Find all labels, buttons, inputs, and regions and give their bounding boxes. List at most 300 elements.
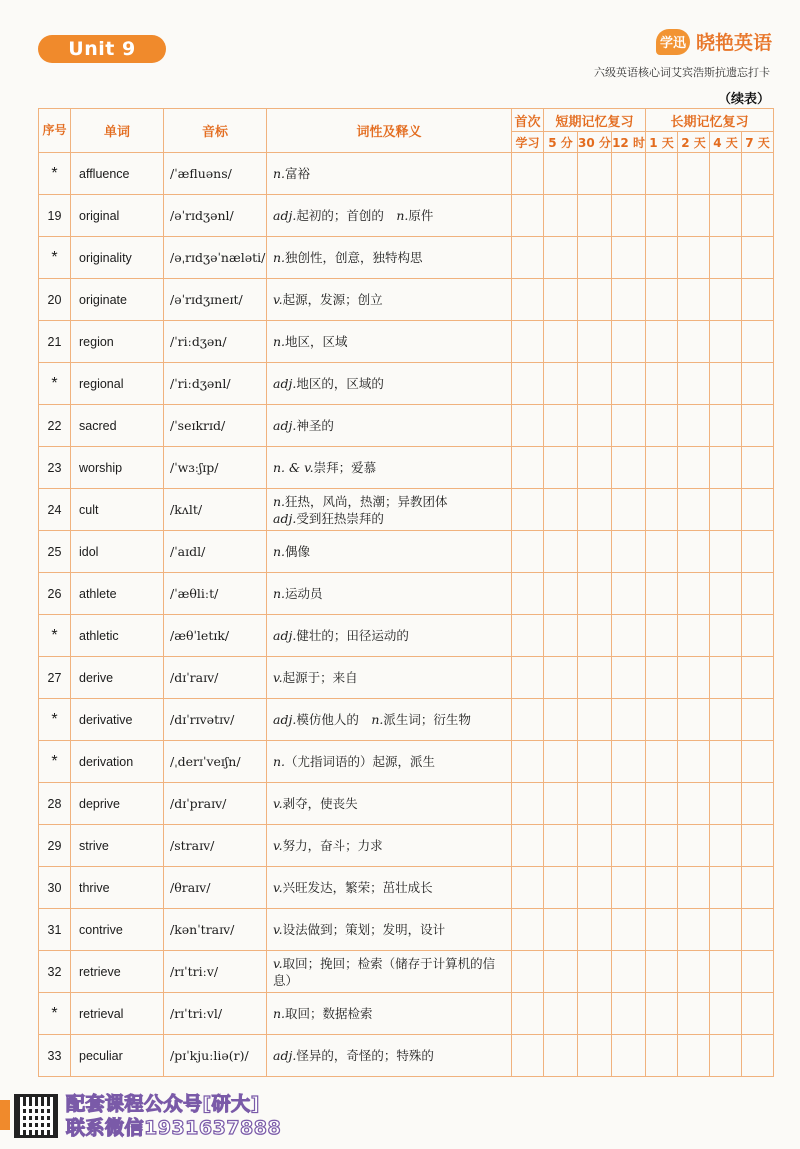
part-of-speech: n. (273, 166, 286, 181)
table-row (39, 825, 774, 867)
review-checkbox-cell[interactable] (710, 867, 742, 909)
review-checkbox-cell[interactable] (678, 867, 710, 909)
review-checkbox-cell[interactable] (678, 741, 710, 783)
review-checkbox-cell[interactable] (544, 657, 578, 699)
row-definition (267, 825, 512, 867)
row-number: 19 (39, 195, 71, 237)
review-checkbox-cell[interactable] (742, 1035, 774, 1077)
review-checkbox-cell[interactable] (710, 153, 742, 195)
row-definition (267, 489, 512, 531)
review-checkbox-cell[interactable] (512, 405, 544, 447)
row-word: derivation (71, 741, 164, 783)
row-phonetic: /rɪˈtriːv/ (164, 951, 267, 993)
table-row (39, 153, 774, 195)
review-checkbox-cell[interactable] (742, 237, 774, 279)
part-of-speech: v. (273, 670, 283, 685)
review-checkbox-cell[interactable] (742, 531, 774, 573)
review-checkbox-cell[interactable] (678, 237, 710, 279)
review-checkbox-cell[interactable] (512, 1035, 544, 1077)
review-checkbox-cell[interactable] (612, 783, 646, 825)
review-checkbox-cell[interactable] (612, 909, 646, 951)
review-checkbox-cell[interactable] (678, 993, 710, 1035)
col-header-seq: 序号 (39, 109, 71, 153)
row-word: deprive (71, 783, 164, 825)
review-checkbox-cell[interactable] (710, 783, 742, 825)
review-checkbox-cell[interactable] (710, 195, 742, 237)
review-checkbox-cell[interactable] (612, 1035, 646, 1077)
part-of-speech: n. (273, 586, 286, 601)
row-word: retrieval (71, 993, 164, 1035)
review-checkbox-cell[interactable] (578, 531, 612, 573)
meaning-text: 偶像 (285, 544, 311, 559)
review-checkbox-cell[interactable] (646, 993, 678, 1035)
review-checkbox-cell[interactable] (678, 951, 710, 993)
review-checkbox-cell[interactable] (646, 573, 678, 615)
review-checkbox-cell[interactable] (578, 951, 612, 993)
review-checkbox-cell[interactable] (710, 657, 742, 699)
table-row (39, 951, 774, 993)
review-checkbox-cell[interactable] (742, 909, 774, 951)
review-checkbox-cell[interactable] (710, 615, 742, 657)
table-row (39, 573, 774, 615)
review-checkbox-cell[interactable] (646, 531, 678, 573)
review-checkbox-cell[interactable] (710, 993, 742, 1035)
review-checkbox-cell[interactable] (512, 783, 544, 825)
review-checkbox-cell[interactable] (678, 447, 710, 489)
review-checkbox-cell[interactable] (578, 489, 612, 531)
row-definition (267, 951, 512, 993)
row-phonetic: /ˈæθliːt/ (164, 573, 267, 615)
review-checkbox-cell[interactable] (612, 489, 646, 531)
review-checkbox-cell[interactable] (612, 657, 646, 699)
review-checkbox-cell[interactable] (742, 615, 774, 657)
row-word: strive (71, 825, 164, 867)
review-checkbox-cell[interactable] (742, 993, 774, 1035)
review-checkbox-cell[interactable] (578, 447, 612, 489)
review-checkbox-cell[interactable] (678, 531, 710, 573)
table-row (39, 279, 774, 321)
review-checkbox-cell[interactable] (646, 237, 678, 279)
meaning-text: 派生词；衍生物 (383, 712, 471, 727)
review-checkbox-cell[interactable] (678, 363, 710, 405)
review-checkbox-cell[interactable] (544, 1035, 578, 1077)
review-checkbox-cell[interactable] (678, 489, 710, 531)
review-checkbox-cell[interactable] (646, 489, 678, 531)
col-header-5min: 5 分 (544, 132, 578, 153)
row-definition (267, 573, 512, 615)
review-checkbox-cell[interactable] (742, 783, 774, 825)
review-checkbox-cell[interactable] (512, 531, 544, 573)
review-checkbox-cell[interactable] (512, 489, 544, 531)
row-phonetic: /straɪv/ (164, 825, 267, 867)
review-checkbox-cell[interactable] (512, 321, 544, 363)
row-number: * (39, 237, 71, 279)
row-definition (267, 1035, 512, 1077)
meaning-text: 起源于；来自 (282, 670, 358, 685)
review-checkbox-cell[interactable] (544, 531, 578, 573)
review-checkbox-cell[interactable] (710, 951, 742, 993)
review-checkbox-cell[interactable] (742, 153, 774, 195)
review-checkbox-cell[interactable] (646, 153, 678, 195)
meaning-text: 独创性，创意，独特构思 (285, 250, 423, 265)
review-checkbox-cell[interactable] (742, 489, 774, 531)
review-checkbox-cell[interactable] (646, 951, 678, 993)
row-phonetic: /kənˈtraɪv/ (164, 909, 267, 951)
review-checkbox-cell[interactable] (612, 279, 646, 321)
review-checkbox-cell[interactable] (578, 825, 612, 867)
review-checkbox-cell[interactable] (512, 279, 544, 321)
review-checkbox-cell[interactable] (678, 573, 710, 615)
review-checkbox-cell[interactable] (612, 447, 646, 489)
row-phonetic: /dɪˈrɪvətɪv/ (164, 699, 267, 741)
row-number: 27 (39, 657, 71, 699)
table-row (39, 909, 774, 951)
review-checkbox-cell[interactable] (578, 573, 612, 615)
review-checkbox-cell[interactable] (544, 447, 578, 489)
continued-label: （续表） (717, 92, 770, 107)
review-checkbox-cell[interactable] (612, 195, 646, 237)
review-checkbox-cell[interactable] (612, 699, 646, 741)
col-header-first-study-top: 首次 (512, 109, 544, 132)
review-checkbox-cell[interactable] (646, 447, 678, 489)
review-checkbox-cell[interactable] (612, 615, 646, 657)
table-row (39, 615, 774, 657)
row-word: retrieve (71, 951, 164, 993)
row-word: originate (71, 279, 164, 321)
part-of-speech: v. (273, 880, 283, 895)
row-phonetic: /dɪˈraɪv/ (164, 657, 267, 699)
meaning-text: 模仿他人的 (296, 712, 372, 727)
row-phonetic: /ˈaɪdl/ (164, 531, 267, 573)
review-checkbox-cell[interactable] (612, 741, 646, 783)
review-checkbox-cell[interactable] (710, 237, 742, 279)
review-checkbox-cell[interactable] (646, 405, 678, 447)
review-checkbox-cell[interactable] (646, 279, 678, 321)
col-header-4day: 4 天 (710, 132, 742, 153)
table-row (39, 237, 774, 279)
review-checkbox-cell[interactable] (612, 321, 646, 363)
review-checkbox-cell[interactable] (678, 195, 710, 237)
row-definition (267, 153, 512, 195)
review-checkbox-cell[interactable] (742, 951, 774, 993)
row-definition (267, 615, 512, 657)
row-phonetic: /æθˈletɪk/ (164, 615, 267, 657)
review-checkbox-cell[interactable] (678, 153, 710, 195)
row-phonetic: /ˈæfluəns/ (164, 153, 267, 195)
row-phonetic: /rɪˈtriːvl/ (164, 993, 267, 1035)
review-checkbox-cell[interactable] (742, 573, 774, 615)
row-definition (267, 741, 512, 783)
review-checkbox-cell[interactable] (742, 195, 774, 237)
review-checkbox-cell[interactable] (544, 237, 578, 279)
review-checkbox-cell[interactable] (512, 825, 544, 867)
review-checkbox-cell[interactable] (742, 657, 774, 699)
review-checkbox-cell[interactable] (678, 657, 710, 699)
review-checkbox-cell[interactable] (710, 363, 742, 405)
review-checkbox-cell[interactable] (544, 363, 578, 405)
review-checkbox-cell[interactable] (646, 867, 678, 909)
row-definition (267, 531, 512, 573)
review-checkbox-cell[interactable] (678, 909, 710, 951)
meaning-text: 健壮的；田径运动的 (296, 628, 409, 643)
review-checkbox-cell[interactable] (512, 741, 544, 783)
review-checkbox-cell[interactable] (544, 573, 578, 615)
col-header-word: 单词 (71, 109, 164, 153)
row-word: athlete (71, 573, 164, 615)
review-checkbox-cell[interactable] (578, 657, 612, 699)
review-checkbox-cell[interactable] (646, 699, 678, 741)
review-checkbox-cell[interactable] (742, 363, 774, 405)
row-word: cult (71, 489, 164, 531)
review-checkbox-cell[interactable] (742, 405, 774, 447)
row-word: contrive (71, 909, 164, 951)
part-of-speech: adj. (273, 208, 297, 223)
col-header-definition: 词性及释义 (267, 109, 512, 153)
review-checkbox-cell[interactable] (612, 153, 646, 195)
review-checkbox-cell[interactable] (612, 531, 646, 573)
review-checkbox-cell[interactable] (678, 405, 710, 447)
review-checkbox-cell[interactable] (678, 615, 710, 657)
review-checkbox-cell[interactable] (742, 741, 774, 783)
review-checkbox-cell[interactable] (544, 153, 578, 195)
part-of-speech: adj. (273, 376, 297, 391)
meaning-text: 剥夺，使丧失 (282, 796, 358, 811)
review-checkbox-cell[interactable] (578, 1035, 612, 1077)
review-checkbox-cell[interactable] (678, 825, 710, 867)
meaning-text: 起源，发源；创立 (282, 292, 383, 307)
review-checkbox-cell[interactable] (544, 615, 578, 657)
table-row (39, 867, 774, 909)
review-checkbox-cell[interactable] (646, 825, 678, 867)
review-checkbox-cell[interactable] (578, 237, 612, 279)
review-checkbox-cell[interactable] (512, 699, 544, 741)
review-checkbox-cell[interactable] (646, 657, 678, 699)
review-checkbox-cell[interactable] (710, 699, 742, 741)
row-phonetic: /ˈriːdʒən/ (164, 321, 267, 363)
qr-code-icon[interactable] (14, 1094, 58, 1138)
review-checkbox-cell[interactable] (710, 909, 742, 951)
review-checkbox-cell[interactable] (544, 783, 578, 825)
footer-promo (14, 1091, 281, 1141)
review-checkbox-cell[interactable] (710, 489, 742, 531)
review-checkbox-cell[interactable] (678, 1035, 710, 1077)
row-phonetic: /ˈriːdʒənl/ (164, 363, 267, 405)
part-of-speech: n. & v. (273, 460, 314, 475)
part-of-speech: adj. (273, 418, 297, 433)
row-definition (267, 783, 512, 825)
meaning-text: 地区的，区域的 (296, 376, 384, 391)
review-checkbox-cell[interactable] (612, 237, 646, 279)
part-of-speech: n. (371, 712, 384, 727)
review-checkbox-cell[interactable] (612, 993, 646, 1035)
row-number: 24 (39, 489, 71, 531)
review-checkbox-cell[interactable] (544, 321, 578, 363)
row-word: idol (71, 531, 164, 573)
review-checkbox-cell[interactable] (544, 825, 578, 867)
review-checkbox-cell[interactable] (612, 405, 646, 447)
review-checkbox-cell[interactable] (544, 909, 578, 951)
row-number: 28 (39, 783, 71, 825)
brand-name: 晓艳英语 (695, 32, 772, 54)
review-checkbox-cell[interactable] (646, 909, 678, 951)
review-checkbox-cell[interactable] (678, 321, 710, 363)
row-number: 23 (39, 447, 71, 489)
review-checkbox-cell[interactable] (512, 447, 544, 489)
col-header-30min: 30 分 (578, 132, 612, 153)
review-checkbox-cell[interactable] (544, 489, 578, 531)
row-phonetic: /θraɪv/ (164, 867, 267, 909)
row-number: 20 (39, 279, 71, 321)
review-checkbox-cell[interactable] (578, 279, 612, 321)
col-header-long-term: 长期记忆复习 (646, 109, 774, 132)
review-checkbox-cell[interactable] (512, 153, 544, 195)
review-checkbox-cell[interactable] (710, 405, 742, 447)
review-checkbox-cell[interactable] (710, 825, 742, 867)
review-checkbox-cell[interactable] (512, 573, 544, 615)
review-checkbox-cell[interactable] (678, 783, 710, 825)
row-phonetic: /ˌderɪˈveɪʃn/ (164, 741, 267, 783)
review-checkbox-cell[interactable] (742, 321, 774, 363)
row-word: peculiar (71, 1035, 164, 1077)
meaning-text: 取回；挽回；检索（储存于计算机的信息） (273, 955, 496, 988)
row-number: * (39, 363, 71, 405)
review-checkbox-cell[interactable] (544, 993, 578, 1035)
meaning-text: 怪异的，奇怪的；特殊的 (296, 1048, 434, 1063)
page-edge-tab (0, 1100, 10, 1130)
meaning-text: 富裕 (285, 166, 311, 181)
meaning-text: 地区，区域 (285, 334, 348, 349)
review-checkbox-cell[interactable] (612, 573, 646, 615)
table-row (39, 657, 774, 699)
meaning-text: 努力，奋斗；力求 (282, 838, 383, 853)
review-checkbox-cell[interactable] (646, 741, 678, 783)
review-checkbox-cell[interactable] (512, 993, 544, 1035)
review-checkbox-cell[interactable] (544, 279, 578, 321)
review-checkbox-cell[interactable] (646, 363, 678, 405)
review-checkbox-cell[interactable] (578, 321, 612, 363)
table-row (39, 195, 774, 237)
review-checkbox-cell[interactable] (742, 867, 774, 909)
review-checkbox-cell[interactable] (646, 195, 678, 237)
review-checkbox-cell[interactable] (578, 153, 612, 195)
review-checkbox-cell[interactable] (544, 741, 578, 783)
review-checkbox-cell[interactable] (742, 699, 774, 741)
review-checkbox-cell[interactable] (612, 867, 646, 909)
review-checkbox-cell[interactable] (612, 363, 646, 405)
row-definition (267, 405, 512, 447)
review-checkbox-cell[interactable] (678, 699, 710, 741)
meaning-text: 运动员 (285, 586, 323, 601)
review-checkbox-cell[interactable] (678, 279, 710, 321)
col-header-7day: 7 天 (742, 132, 774, 153)
part-of-speech: n. (273, 493, 286, 509)
review-checkbox-cell[interactable] (612, 825, 646, 867)
review-checkbox-cell[interactable] (710, 531, 742, 573)
review-checkbox-cell[interactable] (544, 405, 578, 447)
review-checkbox-cell[interactable] (512, 237, 544, 279)
review-checkbox-cell[interactable] (512, 615, 544, 657)
review-checkbox-cell[interactable] (646, 783, 678, 825)
review-checkbox-cell[interactable] (512, 657, 544, 699)
row-number: * (39, 153, 71, 195)
review-checkbox-cell[interactable] (578, 615, 612, 657)
meaning-text: 神圣的 (296, 418, 334, 433)
row-definition (267, 657, 512, 699)
row-word: affluence (71, 153, 164, 195)
review-checkbox-cell[interactable] (646, 1035, 678, 1077)
table-row (39, 321, 774, 363)
row-word: derivative (71, 699, 164, 741)
row-phonetic: /kʌlt/ (164, 489, 267, 531)
row-word: regional (71, 363, 164, 405)
review-checkbox-cell[interactable] (578, 699, 612, 741)
review-checkbox-cell[interactable] (710, 573, 742, 615)
review-checkbox-cell[interactable] (710, 1035, 742, 1077)
meaning-text: 取回；数据检索 (285, 1006, 373, 1021)
review-checkbox-cell[interactable] (742, 447, 774, 489)
review-checkbox-cell[interactable] (710, 279, 742, 321)
table-row (39, 405, 774, 447)
review-checkbox-cell[interactable] (544, 699, 578, 741)
review-checkbox-cell[interactable] (512, 363, 544, 405)
row-phonetic: /əˈrɪdʒənl/ (164, 195, 267, 237)
review-checkbox-cell[interactable] (742, 279, 774, 321)
review-checkbox-cell[interactable] (578, 363, 612, 405)
review-checkbox-cell[interactable] (578, 405, 612, 447)
row-number: * (39, 741, 71, 783)
review-checkbox-cell[interactable] (512, 951, 544, 993)
review-checkbox-cell[interactable] (710, 447, 742, 489)
review-checkbox-cell[interactable] (578, 909, 612, 951)
part-of-speech: n. (396, 208, 409, 223)
review-checkbox-cell[interactable] (646, 321, 678, 363)
review-checkbox-cell[interactable] (710, 741, 742, 783)
table-row (39, 531, 774, 573)
row-number: 26 (39, 573, 71, 615)
review-checkbox-cell[interactable] (578, 783, 612, 825)
row-definition (267, 363, 512, 405)
review-checkbox-cell[interactable] (512, 867, 544, 909)
row-word: derive (71, 657, 164, 699)
review-checkbox-cell[interactable] (646, 615, 678, 657)
row-phonetic: /ˈwɜːʃɪp/ (164, 447, 267, 489)
review-checkbox-cell[interactable] (578, 867, 612, 909)
review-checkbox-cell[interactable] (742, 825, 774, 867)
review-checkbox-cell[interactable] (544, 195, 578, 237)
table-row (39, 783, 774, 825)
review-checkbox-cell[interactable] (612, 951, 646, 993)
row-word: region (71, 321, 164, 363)
book-subtitle: 六级英语核心词艾宾浩斯抗遗忘打卡 (594, 66, 770, 79)
row-number: 32 (39, 951, 71, 993)
meaning-text: 原件 (408, 208, 434, 223)
review-checkbox-cell[interactable] (578, 741, 612, 783)
col-header-phonetic: 音标 (164, 109, 267, 153)
brand (656, 28, 772, 55)
review-checkbox-cell[interactable] (544, 951, 578, 993)
review-checkbox-cell[interactable] (512, 195, 544, 237)
review-checkbox-cell[interactable] (544, 867, 578, 909)
review-checkbox-cell[interactable] (578, 993, 612, 1035)
review-checkbox-cell[interactable] (710, 321, 742, 363)
row-definition (267, 279, 512, 321)
review-checkbox-cell[interactable] (578, 195, 612, 237)
row-definition (267, 321, 512, 363)
promo-line-1: 配套课程公众号[研大] (66, 1093, 260, 1115)
review-checkbox-cell[interactable] (512, 909, 544, 951)
table-row (39, 741, 774, 783)
part-of-speech: adj. (273, 510, 297, 526)
